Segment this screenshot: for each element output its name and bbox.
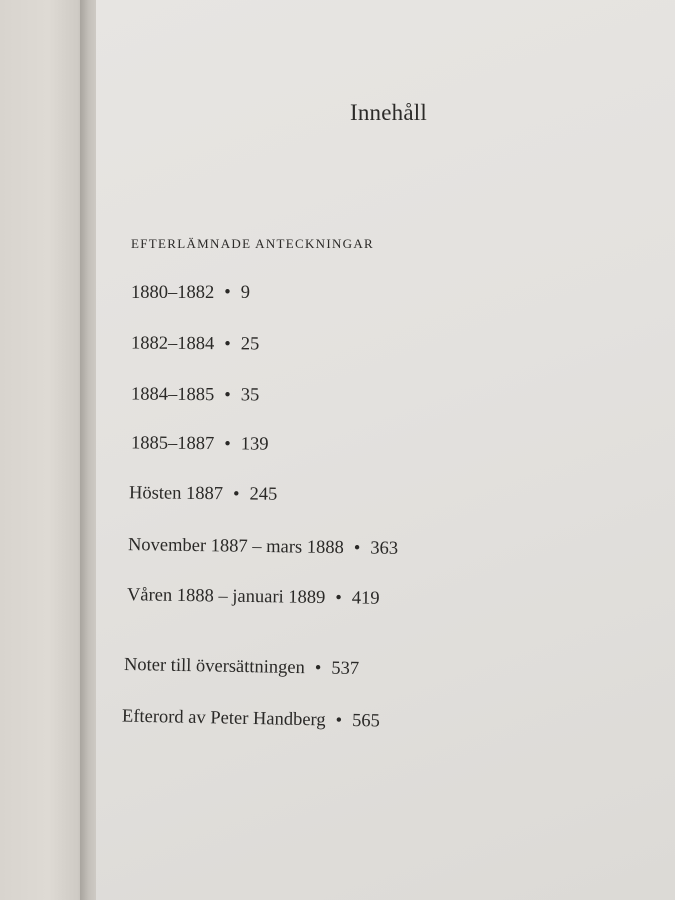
toc-entry-page: 565 <box>351 710 381 732</box>
toc-separator: • <box>335 588 342 609</box>
toc-entry <box>131 283 250 304</box>
toc-entry-label: Noter till översättningen <box>123 654 306 679</box>
toc-entry-page: 363 <box>370 538 399 559</box>
toc-entry-label: Efterord av Peter Handberg <box>121 706 326 731</box>
toc-entry-label: 1882–1884 <box>130 333 215 355</box>
toc-entry-page: 537 <box>331 658 360 680</box>
toc-entry <box>129 483 277 506</box>
toc-entry <box>131 334 259 356</box>
toc-entry-page: 139 <box>240 434 269 455</box>
page-title: Innehåll <box>350 100 427 125</box>
toc-entry <box>127 585 380 610</box>
toc-entry <box>131 433 269 455</box>
toc-entry <box>124 655 359 680</box>
toc-entry-label: Våren 1888 – januari 1889 <box>126 585 326 609</box>
toc-entry-page: 25 <box>240 334 260 355</box>
toc-entry <box>128 535 398 560</box>
toc-separator: • <box>335 710 343 731</box>
toc-separator: • <box>224 283 231 303</box>
toc-entry-label: 1885–1887 <box>130 433 215 455</box>
toc-entry-label: 1884–1885 <box>130 384 215 406</box>
toc-separator: • <box>224 434 231 455</box>
toc-separator: • <box>353 538 361 559</box>
toc-entry-page: 9 <box>240 283 250 303</box>
toc-entry-label: Hösten 1887 <box>128 483 224 505</box>
toc-separator: • <box>314 658 322 679</box>
left-page-edge <box>0 0 88 900</box>
toc-entry-page: 245 <box>249 484 278 505</box>
toc-separator: • <box>224 334 231 355</box>
toc-entry <box>131 385 259 407</box>
section-heading: EFTERLÄMNADE ANTECKNINGAR <box>131 236 375 251</box>
toc-separator: • <box>224 385 231 406</box>
toc-entry-page: 419 <box>351 588 380 609</box>
toc-separator: • <box>232 484 240 505</box>
toc-entry-label: 1880–1882 <box>131 283 215 303</box>
toc-entry-page: 35 <box>240 385 260 406</box>
toc-entry-label: November 1887 – mars 1888 <box>127 535 344 559</box>
